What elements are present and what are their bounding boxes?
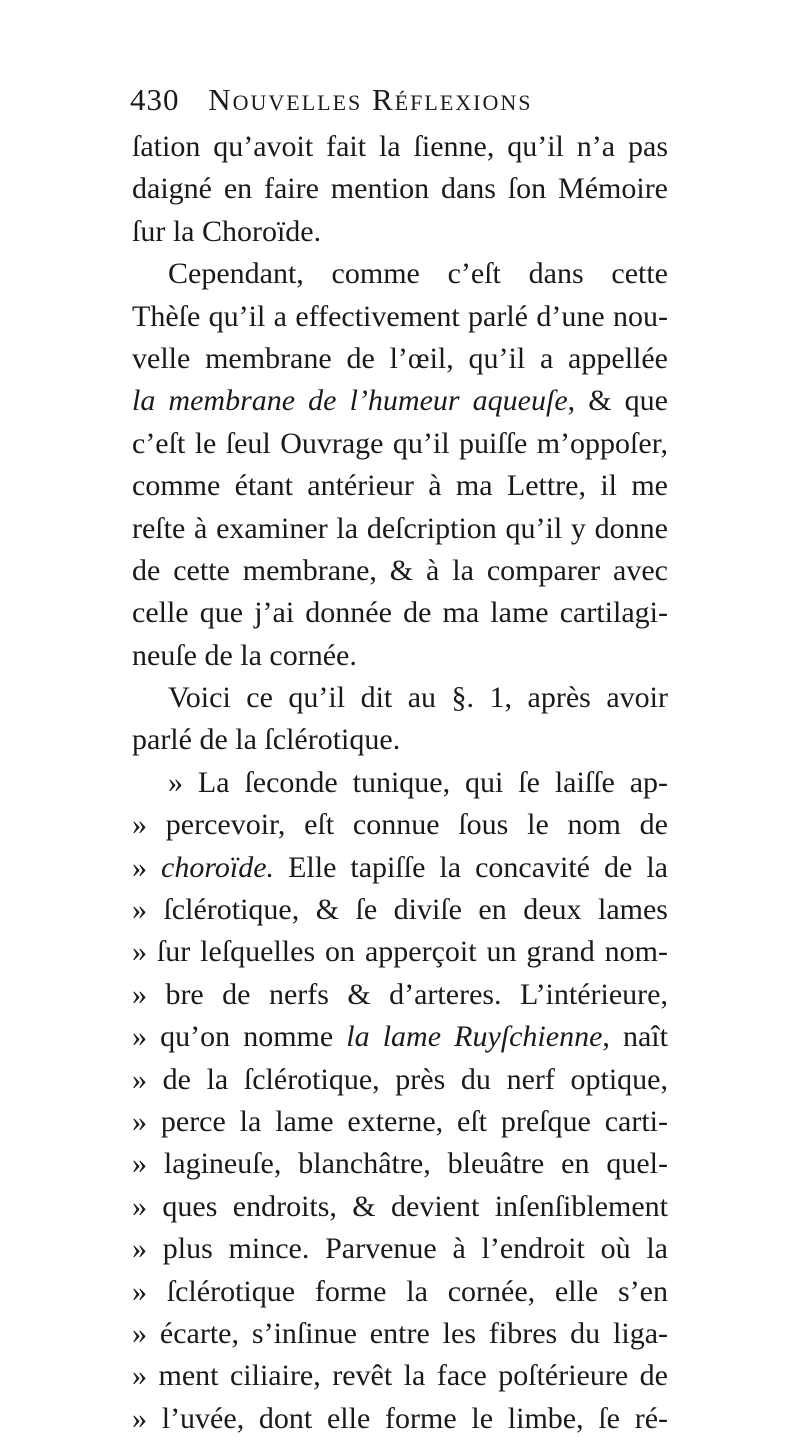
- italic-term: choroïde.: [161, 850, 275, 884]
- text-line: la membrane de l’humeur aqueuſe, & que: [132, 384, 668, 418]
- text-line: Thèſe qu’il a effectivement parlé d’une nou-: [132, 299, 668, 333]
- body-text: [132, 126, 668, 1440]
- running-title: Nouvelles Réflexions: [208, 82, 533, 117]
- text-line: » qu’on nomme la lame Ruyſchienne, naît: [132, 1020, 668, 1054]
- text-line: » ment ciliaire, revêt la face poſtérieure de: [132, 1359, 668, 1393]
- text-line: » de la ſclérotique, près du nerf optique,: [132, 1062, 668, 1096]
- text-line: » lagineuſe, blanchâtre, bleuâtre en quel-: [132, 1147, 668, 1181]
- text-line: velle membrane de l’œil, qu’il a appellée: [132, 341, 668, 375]
- text-line: parlé de la ſclérotique.: [132, 723, 401, 757]
- text-line: celle que j’ai donnée de ma lame cartilagi-: [132, 596, 668, 630]
- text-line: » écarte, s’inſinue entre les fibres du liga-: [132, 1316, 668, 1350]
- text-line: » ſclérotique forme la cornée, elle s’en: [132, 1274, 668, 1308]
- text-line: comme étant antérieur à ma Lettre, il me: [132, 469, 668, 503]
- text-line: » perce la lame externe, eſt preſque carti-: [132, 1104, 668, 1138]
- text-line: » ſclérotique, & ſe diviſe en deux lames: [132, 893, 668, 927]
- page-number: 430: [130, 82, 180, 117]
- text-line: » bre de nerfs & d’arteres. L’intérieure,: [132, 977, 668, 1011]
- running-header: [130, 82, 670, 118]
- text-line: » La ſeconde tunique, qui ſe laiſſe ap-: [168, 765, 668, 799]
- text-line: ſation qu’avoit fait la ſienne, qu’il n’a pas: [132, 130, 668, 163]
- text-line: » ques endroits, & devient inſenſiblement: [132, 1189, 668, 1223]
- text-line: Cependant, comme c’eſt dans cette: [168, 257, 668, 291]
- text-line: de cette membrane, & à la comparer avec: [132, 553, 668, 587]
- text-line: c’eſt le ſeul Ouvrage qu’il puiſſe m’oppoſer,: [132, 426, 668, 460]
- text-line: » choroïde. Elle tapiſſe la concavité de la: [132, 850, 668, 884]
- text-line: reſte à examiner la deſcription qu’il y donne: [132, 511, 668, 545]
- text-line: » percevoir, eſt connue ſous le nom de: [132, 808, 668, 842]
- text-line: neuſe de la cornée.: [132, 638, 357, 672]
- text-line: Voici ce qu’il dit au §. 1, après avoir: [168, 681, 668, 715]
- text-line: ſur la Choroïde.: [132, 214, 322, 248]
- italic-term: la lame Ruyſchienne: [346, 1020, 603, 1054]
- text-line: » l’uvée, dont elle forme le limbe, ſe ré-: [132, 1401, 668, 1435]
- text-line: daigné en faire mention dans ſon Mémoire: [132, 172, 668, 206]
- text-line: » ſur leſquelles on apperçoit un grand nom-: [132, 935, 668, 969]
- text-line: » plus mince. Parvenue à l’endroit où la: [132, 1232, 668, 1266]
- italic-title: la membrane de l’humeur aqueuſe: [132, 384, 568, 418]
